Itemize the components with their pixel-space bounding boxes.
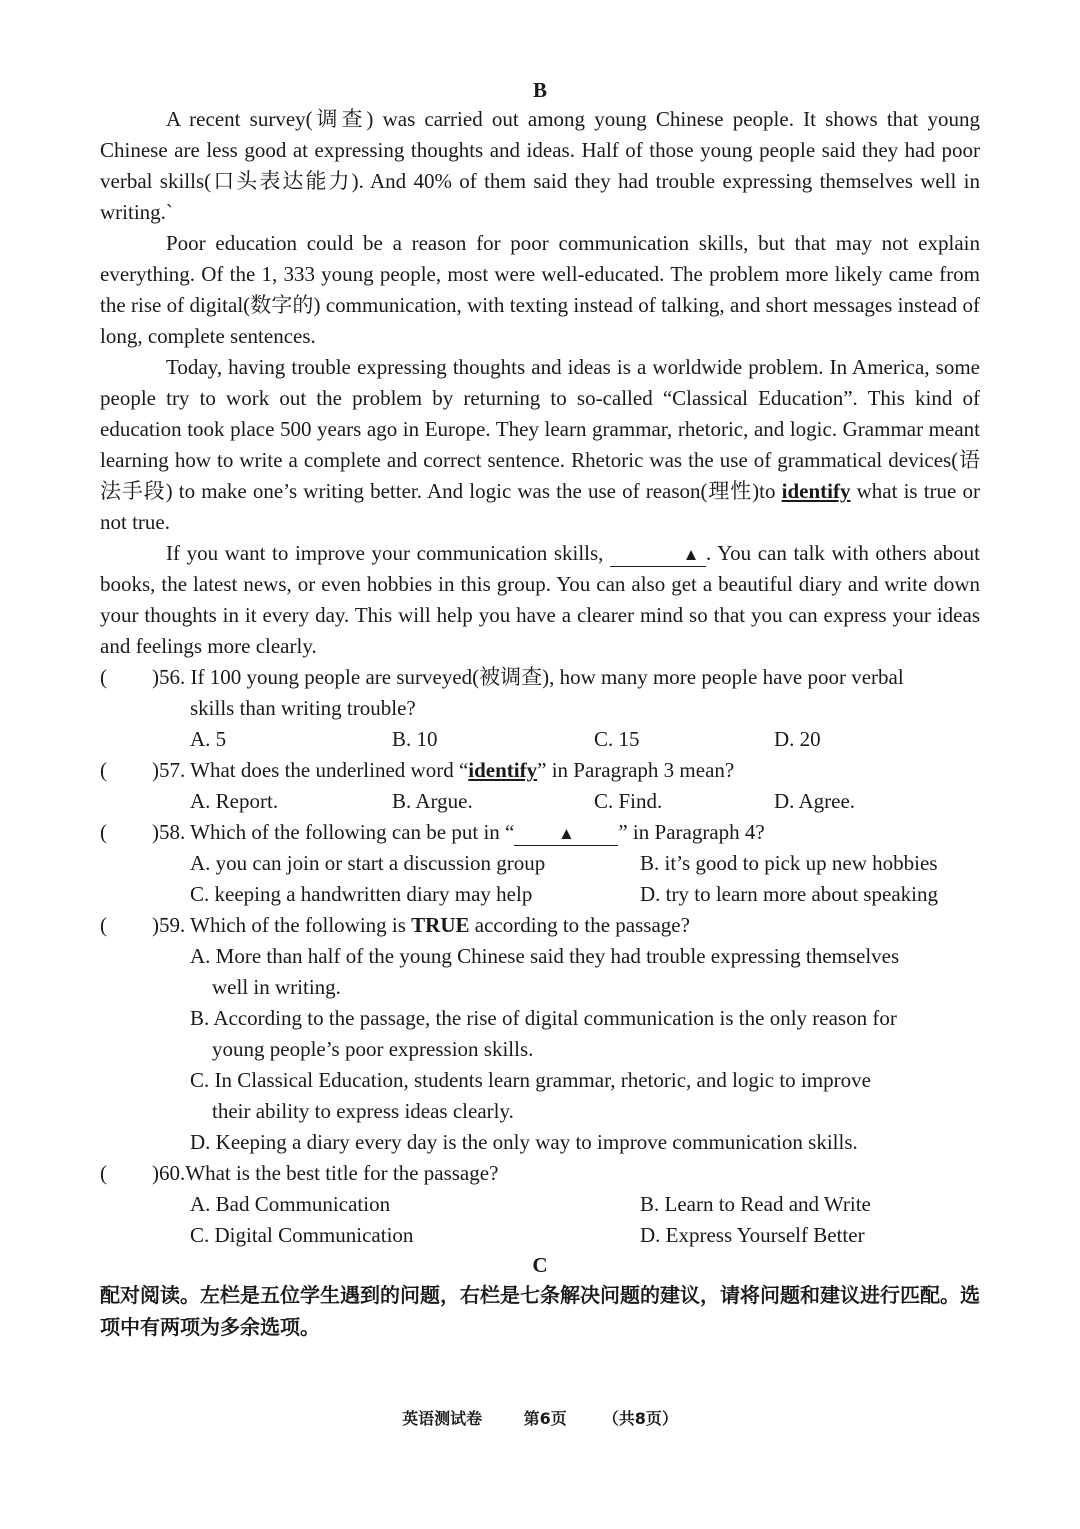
question-stem-end: according to the passage? <box>469 913 690 937</box>
question-60 <box>100 1158 980 1189</box>
question-number: )59. <box>152 913 186 937</box>
option-a: A. Report. <box>190 789 279 813</box>
option-b: B. it’s good to pick up new hobbies <box>640 851 938 875</box>
passage-paragraph-1: A recent survey(调查) was carried out among young Chinese people. It shows that young Chinese are less good at expressing thoughts and ideas. Half of those young people said they had poor verbal skills(口头表达能力). And 40% of them said they had trouble expressing themselves well in writing.` <box>100 107 980 224</box>
option-b <box>100 1003 980 1065</box>
footer-paper-title: 英语测试卷 <box>402 1409 483 1428</box>
option-a-line1: A. More than half of the young Chinese said they had trouble expressing themselves <box>190 944 900 968</box>
options-57 <box>100 786 980 817</box>
option-c: C. Find. <box>594 789 663 813</box>
option-a <box>100 941 980 1003</box>
passage-paragraph-3 <box>100 352 980 538</box>
question-57 <box>100 755 980 786</box>
option-b-line1: B. According to the passage, the rise of digital communication is the only reason for <box>190 1006 897 1030</box>
question-stem-cont: skills than writing trouble? <box>190 696 416 720</box>
options-60 <box>100 1189 980 1251</box>
option-a: A. you can join or start a discussion group <box>190 851 546 875</box>
option-b: B. 10 <box>392 727 438 751</box>
question-number: )58. <box>152 820 186 844</box>
section-c-title: C <box>532 1253 548 1277</box>
question-number: )57. <box>152 758 186 782</box>
question-stem: What does the underlined word “ <box>185 758 469 782</box>
paragraph-4-text-end: . You can talk with others about books, the latest news, or even hobbies in this group. You can also get a beautiful diary and write down your thoughts in it every day. This will help you have a clearer mind so that you can express your ideas and feelings more clearly. <box>100 541 980 658</box>
option-c-line2: their ability to express ideas clearly. <box>212 1099 514 1123</box>
option-d: D. Agree. <box>774 789 856 813</box>
section-b-title: B <box>532 78 547 102</box>
option-c: C. Digital Communication <box>190 1223 414 1247</box>
question-stem: Which of the following is <box>185 913 412 937</box>
option-d: D. 20 <box>774 727 821 751</box>
option-a: A. 5 <box>190 727 227 751</box>
option-b: B. Argue. <box>392 789 473 813</box>
emphasis-true: TRUE <box>411 913 470 937</box>
option-a: A. Bad Communication <box>190 1192 391 1216</box>
question-number: )56. <box>152 665 186 689</box>
question-58 <box>100 817 980 848</box>
question-stem: If 100 young people are surveyed(被调查), how many more people have poor verbal <box>185 665 904 689</box>
question-stem: What is the best title for the passage? <box>185 1161 499 1185</box>
paragraph-3-text-end: what is true or not true. <box>100 479 980 534</box>
paragraph-3-text: Today, having trouble expressing thoughts and ideas is a worldwide problem. In America, some people try to work out the problem by returning to so-called “Classical Education”. This kind of education took place 500 years ago in Europe. They learn grammar, rhetoric, and logic. Grammar meant learning how to write a complete and correct sentence. Rhetoric was the use of grammatical devices(语法手段) to make one’s writing better. And logic was the use of reason(理性)to <box>100 355 980 503</box>
footer-total-pages: （共8页） <box>602 1409 678 1428</box>
option-c <box>100 1065 980 1127</box>
answer-paren: ( <box>100 820 107 844</box>
option-d: D. try to learn more about speaking <box>640 882 938 906</box>
passage-paragraph-4 <box>100 538 980 662</box>
passage-paragraph-2: Poor education could be a reason for poor communication skills, but that may not explain everything. Of the 1, 333 young people, most were well-educated. The problem more likely came from the rise of digital(数字的) communication, with texting instead of talking, and short messages instead of long, complete sentences. <box>100 231 980 348</box>
options-56 <box>100 724 980 755</box>
option-d <box>100 1127 980 1158</box>
answer-paren: ( <box>100 758 107 782</box>
option-c-line1: C. In Classical Education, students learn grammar, rhetoric, and logic to improve <box>190 1068 871 1092</box>
question-number: )60. <box>152 1161 186 1185</box>
option-b: B. Learn to Read and Write <box>640 1192 871 1216</box>
question-stem: Which of the following can be put in “ <box>185 820 515 844</box>
underlined-word: identify <box>781 479 851 503</box>
answer-paren: ( <box>100 665 107 689</box>
question-stem-end: ” in Paragraph 3 mean? <box>537 758 735 782</box>
section-c-instruction: 配对阅读。左栏是五位学生遇到的问题，右栏是七条解决问题的建议，请将问题和建议进行匹配。选项中有两项为多余选项。 <box>100 1283 980 1339</box>
option-d: D. Express Yourself Better <box>640 1223 865 1247</box>
paragraph-4-text: If you want to improve your communication skills, <box>166 541 611 565</box>
answer-paren: ( <box>100 913 107 937</box>
question-stem-end: ” in Paragraph 4? <box>618 820 765 844</box>
option-b-line2: young people’s poor expression skills. <box>212 1037 534 1061</box>
page-footer <box>0 1406 1080 1429</box>
exam-page <box>100 76 980 1343</box>
answer-blank: ▲ <box>610 544 706 567</box>
option-d-line1: D. Keeping a diary every day is the only way to improve communication skills. <box>190 1130 858 1154</box>
question-59 <box>100 910 980 941</box>
answer-paren: ( <box>100 1161 107 1185</box>
options-58 <box>100 848 980 910</box>
question-56 <box>100 662 980 724</box>
option-c: C. 15 <box>594 727 640 751</box>
underlined-word: identify <box>468 758 538 782</box>
option-a-line2: well in writing. <box>212 975 341 999</box>
footer-page-number: 第6页 <box>523 1409 567 1428</box>
answer-blank: ▲ <box>514 823 618 846</box>
option-c: C. keeping a handwritten diary may help <box>190 882 533 906</box>
